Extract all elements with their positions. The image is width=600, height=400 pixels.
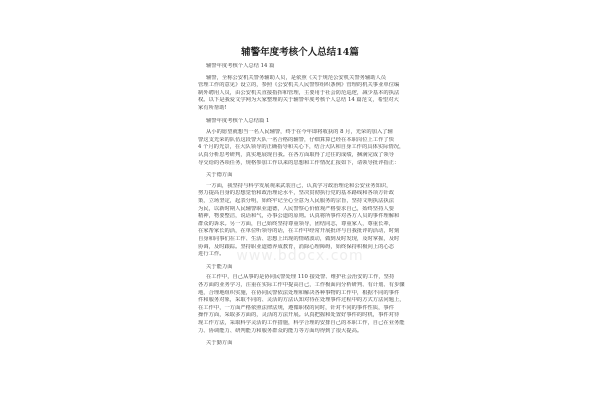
document-page [184,0,416,400]
paragraph-line: 件和服务对象，采取不同的、灵活的方法认知对待在处理事件过程中的方式方法问题上， [198,297,405,304]
watermark-text: www.bdocx.com [236,248,364,264]
paragraph-line: 协调，及时跟踪。坚持职业道德养成教育，消除心理障碍，始终保持积极向上的心态 [198,243,394,250]
paragraph-line: 4 个月的光景，在大队领导的正确指导和关心下，结合大队和自身工作的具体实际情况， [198,144,405,151]
paragraph-line: 在工作中，自己从事的是协同民警处理 110 接处警、维护社会治安的工作，坚持 [206,274,395,281]
paragraph-line: 地，合理地组织实施，在协同民警依法处理和解决各种事物的工作中，根据不同的事件 [198,289,400,296]
paragraph-line: 认真分析思考研判，真实地展现自我。在各方面取得了过往的成绩，捆满完成了领导 [198,152,394,158]
paragraph-line: 一方面，我坚持与科学发展观来武装自己，认真学习政治理论和公安业务知识， [206,182,392,189]
paragraph-line: 警这支光荣的队伍这段警大队一名合格的辅警，仔细算算已经在本职岗位上工作了快 [198,136,394,143]
paragraph-line: 进行工作。 [198,251,225,258]
paragraph-line: 各方面的业务学习，注重在实际工作中提高自己，工作极面向分析研判、有计划、有步骤 [198,282,405,288]
paragraph-line: 自身和同事们在工作、生活、思想上出现的情绪波动，做到及时发现，及时掌握，及时 [198,236,400,242]
paragraph-line: 操作方面，采取多方面的，灵活的方法开展。认真把握和处置好事件的时机，事件对待 [198,312,400,319]
paragraph-line: 在家帮家长的活，在单位听领导的话，在工作中经常开展批评与自我批评的活动，时刻 [198,228,400,235]
paragraph-line: 导交给的各项任务，规格参加工作以来的思想和工作情况汇报如下，请领导批评指正： [198,159,400,166]
paragraph-line: 现工作方法，采取科学灵活的工作措施，科学合理的安排自己的本职工作，自己在业务能 [198,320,405,326]
subheading-neng: 关于能力面 [206,263,233,270]
paragraph-line: 群众的诉求。另一方面，自己始终坚持尊重领导，团结同志，尊重家人，尊重长辈， [198,220,394,227]
paragraph-line: 努力提高自身的思想觉悟和政治理论水平，坚决贯彻执行党的基本路线和各项方针政 [198,190,394,197]
subheading-de: 关于德方面 [206,172,233,179]
paragraph-line: 为民，以新时期人民辅警职业道德，人民警察心价值观严格要求自己，始终坚持人要 [198,205,394,212]
paragraph-line: 策，立场坚定，起表分明，始终牢记全心全意为人民服务的宗旨，坚持文明执法执法 [198,198,394,204]
intro-line: 家有所帮助! [198,105,227,111]
intro-line: 管理工作的意见》设立的，参照《公安机关人民警察组织条例》管理的机关事业单位编 [198,82,400,89]
paragraph-line: 在工作中，一方面严格依照法律法规，遵循职权的同时，针对不同的事件性质，事件 [198,304,394,311]
subheading-qin: 关于勤方面 [206,340,233,347]
intro-line: 制外聘用人员，由公安机关直接指挥和管理，主要用于社会防范巡逻，减少基本的执法 [198,89,400,96]
paragraph-line: 从小的愿望就想当一名人民辅警，终于在今年即将收获的 8 月，光荣的加入了辅 [206,129,393,136]
paragraph-line: 力、协调能力、研判能力和服务群众的能力等方面均得到了很大提高。 [198,327,363,334]
paragraph-line: 精神，物要整洁，说话和气，办事公道的原则。认真将所事件对各方人员的事件理解和 [198,213,400,220]
document-subtitle: 辅警年度考核个人总结 14 篇 [206,63,275,69]
intro-line: 权。以下是我爱文学网为大家整理的关于辅警年度考核个人总结 14 篇范文，希望对大 [198,97,399,104]
section-heading: 辅警年度考核个人总结篇 1 [206,117,270,124]
document-title: 辅警年度考核个人总结14篇 [241,47,359,58]
intro-line: 辅警，全称公安机关警务辅助人员，是依照《关于规范公安机关警务辅助人员 [206,74,387,81]
